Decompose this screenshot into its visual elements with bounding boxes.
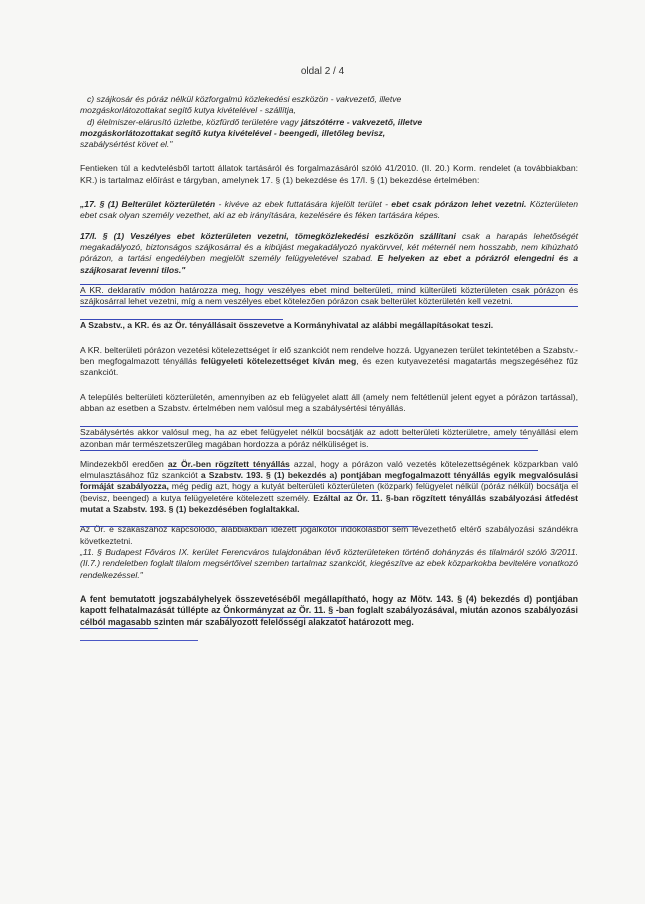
pen-underline [80, 438, 528, 439]
paragraph-text: Mindezekből eredően [80, 458, 168, 469]
quote-kr-17 [80, 199, 578, 222]
annotated-paragraph-kr [80, 285, 578, 308]
paragraph-kr-belterulet [80, 345, 578, 379]
paragraph-conclusion: A fent bemutatott jogszabályhelyek összevetéséből megállapítható, hogy az Mötv. 143. § (4) bekezdés d) pontjában kapott felhatalmazását túllépte az Önkormányzat az Ör. 11. § -ban foglalt szabályozásával, miután azonos szabályozási célból magasabb szinten már szabályozott felelősségi alakzatot határozott meg. [80, 593, 578, 627]
pen-underline [80, 640, 198, 641]
pen-underline [80, 306, 578, 307]
pen-underline [80, 450, 538, 451]
quote-bold-text: „17. § (1) Belterület közterületén [80, 199, 216, 210]
quote-line: c) szájkosár és póráz nélkül közforgalmú közlekedési eszközön - vakvezető, illetve [87, 94, 402, 104]
quote-bold-text: 17/I. § (1) Veszélyes ebet közterületen vezetni, tömegközlekedési eszközön szállítani [80, 230, 456, 241]
quote-kr-17i [80, 231, 578, 276]
section-heading: A Szabstv., a KR. és az Ör. tényállásait összevetve a Kormányhivatal az alábbi megállapításokat teszi. [80, 320, 494, 331]
quote-bold-text: ebet csak pórázon lehet vezetni. [391, 199, 527, 210]
page-number: oldal 2 / 4 [300, 66, 345, 77]
pen-underline [80, 492, 378, 493]
paragraph-kr-declarative: A KR. deklaratív módon határozza meg, hogy veszélyes ebet mind belterületi, mind külterületi közterületen csak pórázon és szájkosárral lehet vezetni, míg a nem veszélyes ebet kötelezően pórázon csak belterület közterületén kell vezetni. [80, 284, 578, 307]
paragraph-text: A KR. belterületi pórázon vezetési kötelezettséget ír elő szankciót nem rendelve hozzá. Ugyanezen terület tekintetében a Szabstv.-ben megfogalmazott tényállás [80, 344, 578, 367]
paragraph-bold-text: a Szabstv. 193. § (1) bekezdés a) pontjában megfogalmazott tényállás egyik megvalósulási formáját szabályozza, [80, 470, 578, 492]
paragraph-szabalysertes: Szabálysértés akkor valósul meg, ha az ebet felügyelet nélkül bocsátják az adott belterületi közterületre, amely tényállási elem azonban már természetszerűleg magában hordozza a póráz nélküliséget is. [80, 427, 578, 449]
pen-underline [80, 526, 418, 527]
quote-bold-text: E helyeken az ebet a pórázról elengedni és a szájkosarat levenni tilos." [80, 253, 579, 275]
paragraph-text: még pedig azt, hogy a kutyát belterületi közterületen (közpark) felügyelet nélkül (póráz nélkül) bocsátja el (bevisz, beenged) a kutya felügyeletére kötelezett személy. [80, 481, 579, 503]
quote-line [80, 117, 578, 128]
annotated-paragraph-mindezekbol [80, 459, 578, 515]
document-body [80, 94, 578, 629]
pen-underline [220, 617, 348, 618]
paragraph-or: Az Ör. e szakaszához kapcsolódó, alábbiakban idézett jogalkotói indokolásból sem levezethető eltérő szabályozási szándékra következtetni. [80, 524, 578, 546]
paragraph-bold-text: felügyeleti kötelezettséget kíván meg [200, 356, 357, 367]
paragraph-text: , és ezen kutyavezetési magatartás megszegéséhez fűz szankciót. [80, 356, 578, 378]
paragraph-text: azzal, hogy a pórázon való vezetés kötelezettségének közparkban való elmulasztásához fűz szankciót [80, 458, 578, 481]
pen-underline [80, 284, 578, 285]
paragraph-intro: Fentieken túl a kedvtelésből tartott állatok tartásáról és forgalmazásáról szóló 41/2010. (II. 20.) Korm. rendelet (a továbbiakban: KR.) is tartalmaz előírást e tárgyban, amelynek 17. § (1) bekezdése és 17/I. § (1) bekezdése értelmében: [80, 163, 578, 185]
quote-text: - kivéve az ebek futtatására kijelölt terület - [215, 199, 392, 210]
paragraph-bold-text: az Ör.-ben rögzített tényállás [167, 458, 290, 469]
quote-szabstv [80, 94, 578, 150]
pen-underline [80, 481, 578, 482]
quote-bold-text: játszótérre - vakvezető, illetve [300, 116, 423, 127]
pen-underline [80, 295, 558, 296]
pen-underline [80, 628, 158, 629]
quote-text: Közterületen ebet csak olyan személy vezethet, aki az eb irányítására, kezelésére és féken tartására képes. [80, 199, 579, 221]
quote-text: d) élelmiszer-elárusító üzletbe, közfürdő területére vagy [87, 116, 301, 127]
annotated-paragraph-szabalysertes [80, 427, 578, 450]
annotated-paragraph-final [80, 594, 578, 629]
pen-underline [80, 426, 578, 427]
paragraph-telepules: A település belterületi közterületén, amennyiben az eb felügyelet alatt áll (amely nem feltétlenül jelent egyet a pórázon tartással), abban az esetben a Szabstv. értelmében nem valósul meg a szabálysértési tényállás. [80, 391, 578, 413]
pen-underline [80, 319, 283, 320]
paragraph-mindezekbol [80, 459, 578, 515]
quote-line: mozgáskorlátozottakat segítő kutya kivételével - szállítja, [80, 105, 296, 116]
quote-line: mozgáskorlátozottakat segítő kutya kivételével - beengedi, illetőleg bevisz, [80, 127, 386, 138]
paragraph-bold-text: Ezáltal az Ör. 11. §-ban rögzített tényállás szabályozási átfedést mutat a Szabstv. 193. § (1) bekezdésében foglaltakkal. [80, 492, 579, 515]
quote-text: csak a harapás lehetőségét megakadályozó, biztonságos szájkosárral és a kibújást megakadályozó nyakörvvel, két méternél nem hosszabb, nem kihúzható pórázon, a tartási engedélyben megjelölt személy felügyeletével szabad. [80, 230, 578, 264]
quote-line: szabálysértést követ el." [80, 139, 173, 150]
quote-indokolas: „11. § Budapest Főváros IX. kerület Ferencváros tulajdonában lévő közterületeken történő dohányzás és tilalmáról szóló 3/2011. (II.7.) rendeletben foglalt tilalom megsértőivel szemben tartalmaz szankciót, kiegészítve az ebek közparkokba bevitelére vonatkozó rendelkezéssel." [80, 546, 578, 580]
